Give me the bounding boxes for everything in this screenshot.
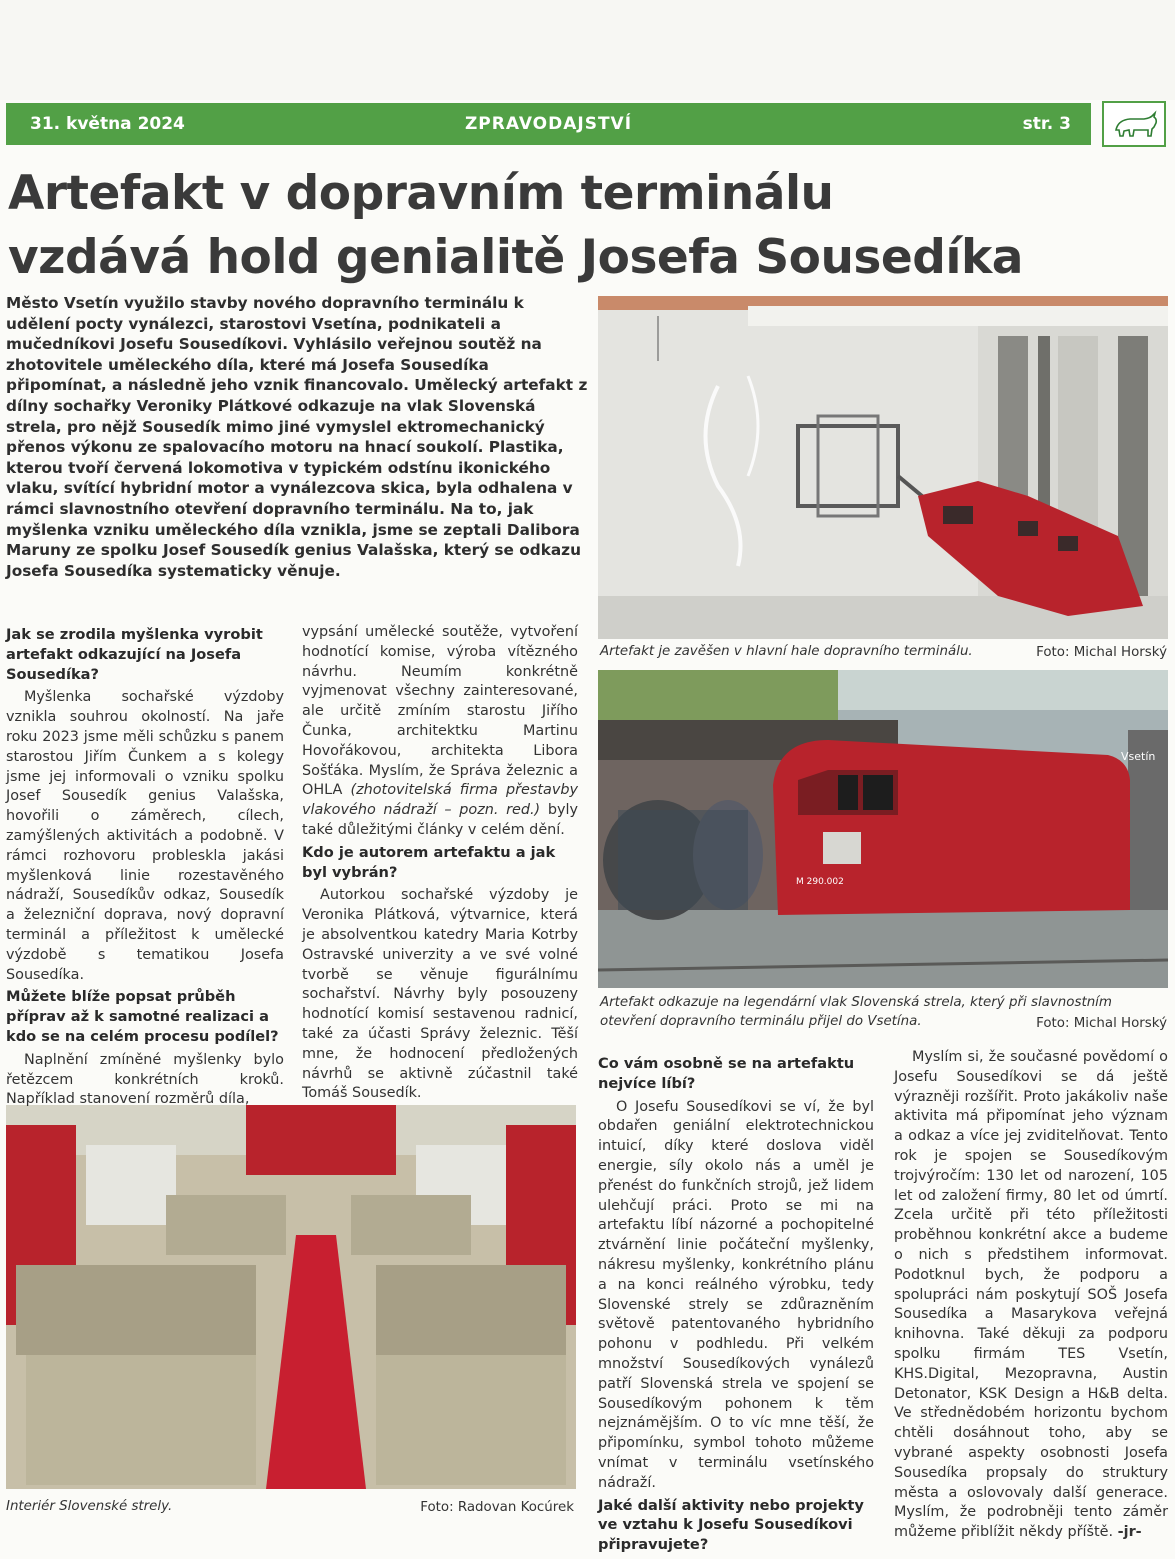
photo-artefact-hall-caption: Artefakt je zavěšen v hlavní hale dopravního terminálu. Foto: Michal Horský: [600, 644, 1167, 660]
answer-2-start: Naplnění zmíněné myšlenky bylo řetězcem konkrétních kroků. Například stanovení rozměrů díla,: [6, 1051, 284, 1108]
answer-5: Myslím si, že současné povědomí o Josefu Sousedíkovi se dá ještě výrazněji rozšířit. Proto jakákoliv naše aktivita má připomínat jeho význam a odkaz a více jej zviditelňovat. Tento rok je spojen se Sousedíkovým trojvýročím: 130 let od narození, 105 let od založení firmy, 80 let od úmrtí. Zcela určitě při této příležitosti proběhnou konkrétní akce a budeme o nich s předstihem informovat. Podotknul bych, že podporu a spolupráci nám poskytují SOŠ Josefa Sousedíka a Masarykova veřejná knihovna. Také děkuji za podporu spolku firmám TES Vsetín, KHS.Digital, Mezopravna, Austin Detonator, KSK Design a H&B delta. Ve střednědobém horizontu bychom chtěli dosáhnout toho, aby se vybrané aspekty osobnosti Josefa Sousedíka propsaly do struktury města a oslovovaly další generace. Myslím, že podrobněji tento záměr můžeme přiblížit někdy příště. -jr-: [894, 1049, 1168, 1541]
question-5: Jaké další aktivity nebo projekty ve vztahu k Josefu Sousedíkovi připravujete?: [598, 1496, 864, 1554]
locomotive-number: M 290.002: [796, 877, 844, 887]
station-sign: Vsetín: [1121, 750, 1156, 763]
photo-train-station: [598, 670, 1168, 988]
photo-artefact-hall: [598, 296, 1168, 639]
photo-train-station-caption: Artefakt odkazuje na legendární vlak Slovenská strela, který při slavnostním otevření dopravního terminálu přijel do Vsetína. Foto: Michal Horský: [600, 995, 1167, 1031]
question-3: Kdo je autorem artefaktu a jak byl vybrán?: [302, 843, 556, 881]
answer-1: Myšlenka sochařské výzdoby vznikla souhrou okolností. Na jaře roku 2023 jsme měli schůzku s panem starostou Jiřím Čunkem a s kolegy jsme jej informovali o vzniku spolku Josef Sousedík genius Valašska, hovořili o záměrech, cílech, zamýšlených aktivitách a podobně. V rámci rozhovoru probleskla jakási myšlenková linie rozestavěného nádraží, Sousedíkův odkaz, Sousedík a železniční doprava, nový dopravní terminál a příležitost k umělecké výzdobě s tematikou Josefa Sousedíka.: [6, 689, 284, 983]
lead-paragraph: Město Vsetín využilo stavby nového dopravního terminálu k udělení pocty vynálezci, starostovi Vsetína, podnikateli a mučedníkovi Josefu Sousedíkovi. Vyhlásilo veřejnou soutěž na zhotovitele uměleckého díla, které má Josefa Sousedíka připomínat, a následně jeho vznik financovalo. Umělecký artefakt z dílny sochařky Veroniky Plátkové odkazuje na vlak Slovenská strela, pro nějž Sousedík mimo jiné vymyslel ektromechanický přenos výkonu ze spalovacího motoru na hnací soukolí. Plastika, kterou tvoří červená lokomotiva v typickém odstínu ikonického vlaku, svítící hybridní motor a vynálezcova skica, byla odhalena v rámci slavnostního otevření dopravního terminálu. Na to, jak myšlenka vzniku uměleckého díla vznikla, jsme se zeptali Dalibora Maruny ze spolku Josef Sousedík genius Valašska, který se odkazu Josefa Sousedíka systematicky věnuje.: [6, 294, 588, 580]
answer-4: O Josefu Sousedíkovi se ví, že byl obdařen geniální elektrotechnickou intuicí, díky které doslova viděl energie, síly okolo nás a uměl je přenést do funkčních strojů, jež lidem ulehčují práci. Proto se mi na artefaktu líbí názorné a pochopitelné ztvárnění linie počáteční myšlenky, nákresu myšlenky, konkrétního plánu a na konci reálného výrobku, tedy Slovenské strely se zdůrazněním světově patentovaného hybridního pohonu v podhledu. Při velkém množství Sousedíkových vynálezů patří Slovenská strela ve spojení se Sousedíkovým pohonem k těm nejznámějším. O to víc mne těší, že připomínku, symbol tohoto můžeme vnímat v terminálu vsetínského nádraží.: [598, 1098, 874, 1491]
answer-2-continued: vypsání umělecké soutěže, vytvoření hodnotící komise, výroba vítězného návrhu. Neumím konkrétně vyjmenovat všechny zainteresované, ale určitě zmíním starostu Jiřího Čunka, architektku Martinu Hovořákovou, architekta Libora Sošťáka. Myslím, že Správa železnic a OHLA (zhotovitelská firma přestavby vlakového nádraží – pozn. red.) byly také důležitými články v celém dění.: [302, 624, 579, 838]
headline-line-2: vzdává hold genialitě Josefa Sousedíka: [8, 230, 1023, 285]
photo-train-interior: [6, 1105, 576, 1489]
page-header-bar: [6, 103, 1091, 145]
text-column-3: [598, 1052, 874, 1559]
question-4: Co vám osobně se na artefaktu nejvíce líbí?: [598, 1055, 855, 1092]
text-column-4: [894, 1048, 1168, 1543]
section-title: ZPRAVODAJSTVÍ: [464, 114, 633, 134]
answer-3: Autorkou sochařské výzdoby je Veronika Plátková, výtvarnice, která je absolventkou katedry Maria Kotrby Ostravské univerzity a ve své volné tvorbě se věnuje figurálnímu sochařství. Návrhy byly posouzeny hodnotící komisí sestavenou radnicí, také za účasti Správy železnic. Těší mne, že hodnocení předložených návrhů se aktivně zúčastnil také Tomáš Sousedík.: [302, 887, 578, 1102]
page-number: str. 3: [1022, 114, 1071, 134]
editor-note: (zhotovitelská firma přestavby vlakového nádraží – pozn. red.): [302, 782, 578, 819]
photo-train-interior-caption: Interiér Slovenské strely. Foto: Radovan Kocúrek: [6, 1499, 574, 1515]
question-2: Můžete blíže popsat průběh příprav až k samotné realizaci a kdo se na celém procesu podílel?: [6, 988, 279, 1045]
headline-line-1: Artefakt v dopravním terminálu: [8, 166, 834, 221]
text-column-1: [6, 623, 284, 1110]
issue-date: 31. května 2024: [30, 114, 185, 134]
bull-icon: [1102, 101, 1166, 147]
text-column-2: [302, 623, 578, 1104]
question-1: Jak se zrodila myšlenka vyrobit artefakt odkazující na Josefa Sousedíka?: [6, 626, 263, 683]
headline: [8, 162, 1173, 290]
author-signature: -jr-: [1117, 1524, 1142, 1541]
page-top-margin: [0, 0, 1175, 100]
